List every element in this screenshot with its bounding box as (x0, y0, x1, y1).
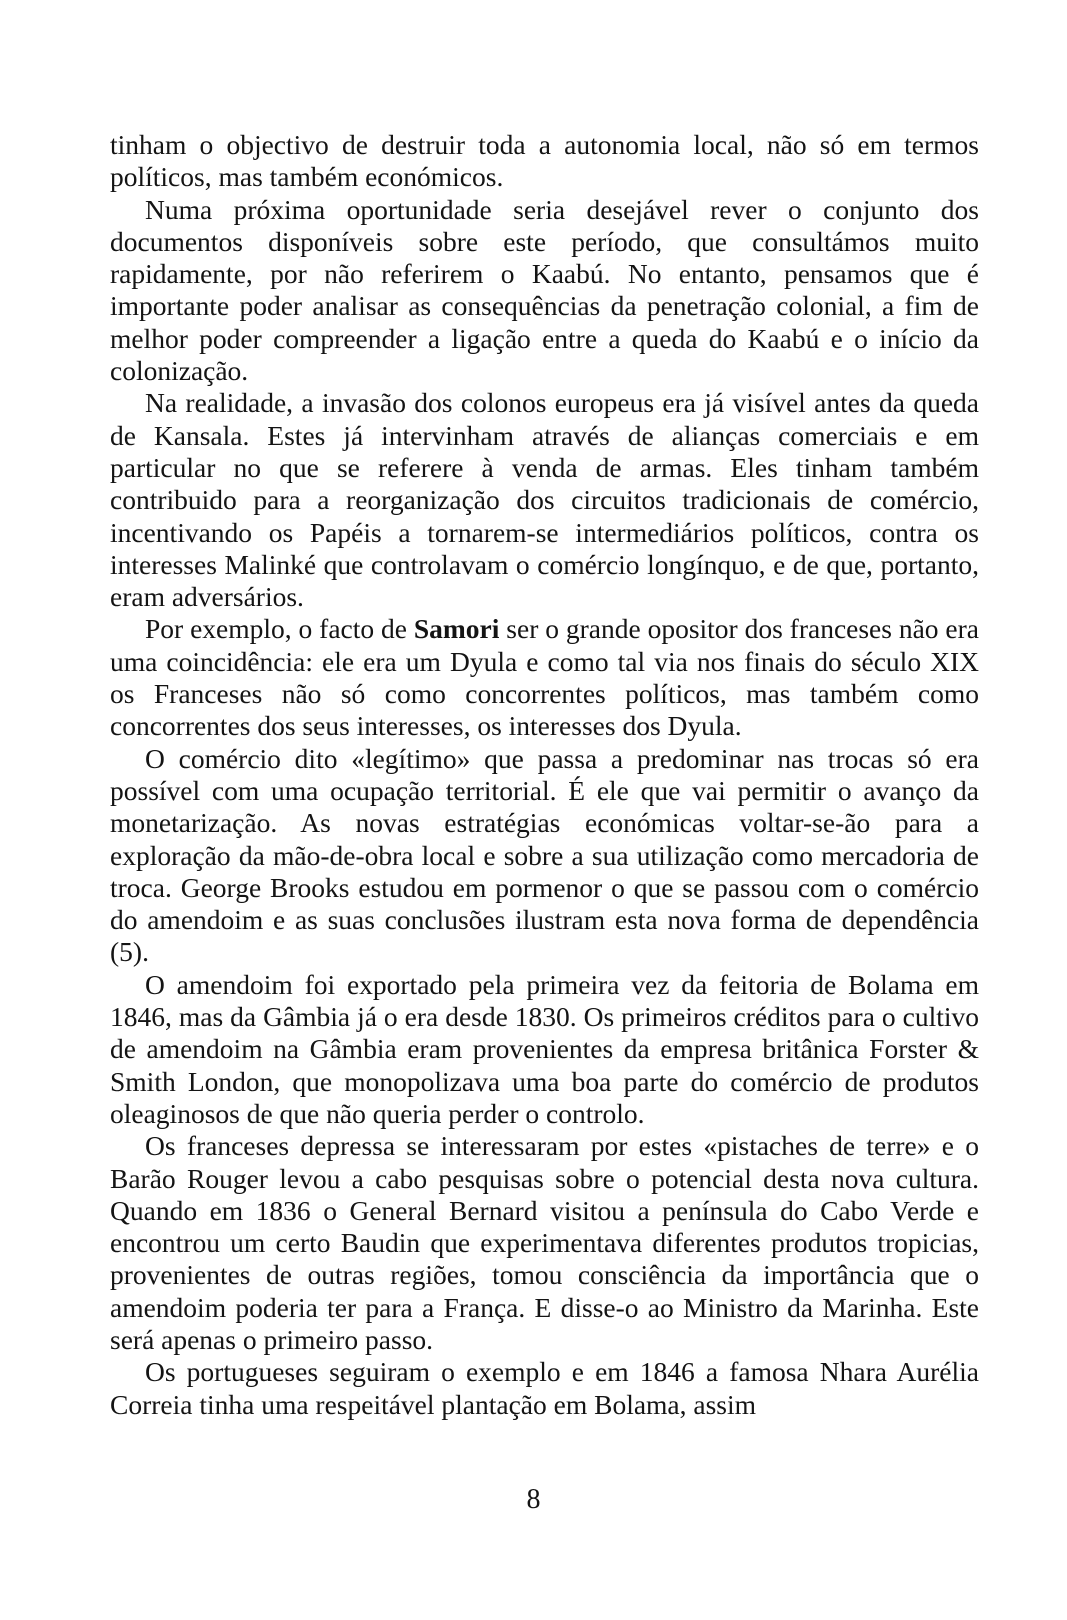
paragraph-3: Na realidade, a invasão dos colonos europeus era já visível antes da queda de Kansala. Estes já intervinham através de alianças comerciais e em particular no que se referere à venda de armas. Eles tinham também contribuido para a reorganização dos circuitos tradicionais de comércio, incentivando os Papéis a tornarem-se intermediários políticos, contra os interesses Malinké que controlavam o comércio longínquo, e de que, portanto, eram adversários. (110, 387, 979, 613)
paragraph-4-start: Por exemplo, o facto de (145, 613, 414, 645)
samori-name: Samori (413, 613, 500, 645)
paragraph-7: Os franceses depressa se interessaram por estes «pistaches de terre» e o Barão Rouger levou a cabo pesquisas sobre o potencial desta nova cultura. Quando em 1836 o General Bernard visitou a península do Cabo Verde e encontrou um certo Baudin que experimentava diferentes produtos tropicias, provenientes de outras regiões, tomou consciência da importância que o amendoim poderia ter para a França. E disse-o ao Ministro da Marinha. Este será apenas o primeiro passo. (110, 1130, 979, 1355)
paragraph-6: O amendoim foi exportado pela primeira vez da feitoria de Bolama em 1846, mas da Gâmbia já o era desde 1830. Os primeiros créditos para o cultivo de amendoim na Gâmbia eram provenientes da empresa britânica Forster & Smith London, que monopolizava uma boa parte do comércio de produtos oleaginosos de que não queria perder o controlo. (110, 968, 979, 1129)
paragraph-5: O comércio dito «legítimo» que passa a predominar nas trocas só era possível com uma ocupação territorial. É ele que vai permitir o avanço da monetarização. As novas estratégias económicas voltar-se-ão para a exploração da mão-de-obra local e sobre a sua utilização como mercadoria de troca. George Brooks estudou em pormenor o que se passou com o comércio do amendoim e as suas conclusões ilustram esta nova forma de dependência (5). (110, 742, 979, 968)
page-number: 8 (526, 1484, 541, 1515)
paragraph-8: Os portugueses seguiram o exemplo e em 1846 a famosa Nhara Aurélia Correia tinha uma respeitável plantação em Bolama, assim (110, 1356, 979, 1420)
paragraph-1: tinham o objectivo de destruir toda a autonomia local, não só em termos políticos, mas também económicos. (110, 129, 979, 193)
paragraph-4-end: ser o grande opositor dos franceses não era uma coincidência: ele era um Dyula e como tal via nos finais do século XIX os Franceses não só como concorrentes políticos, mas também como concorrentes dos seus interesses, os interesses dos Dyula. (110, 613, 979, 742)
body-text (110, 129, 979, 1421)
paragraph-4 (110, 613, 979, 742)
paragraph-2: Numa próxima oportunidade seria desejável rever o conjunto dos documentos disponíveis sobre este período, que consultámos muito rapidamente, por não referirem o Kaabú. No entanto, pensamos que é importante poder analisar as consequências da penetração colonial, a fim de melhor poder compreender a ligação entre a queda do Kaabú e o início da colonização. (110, 193, 979, 387)
